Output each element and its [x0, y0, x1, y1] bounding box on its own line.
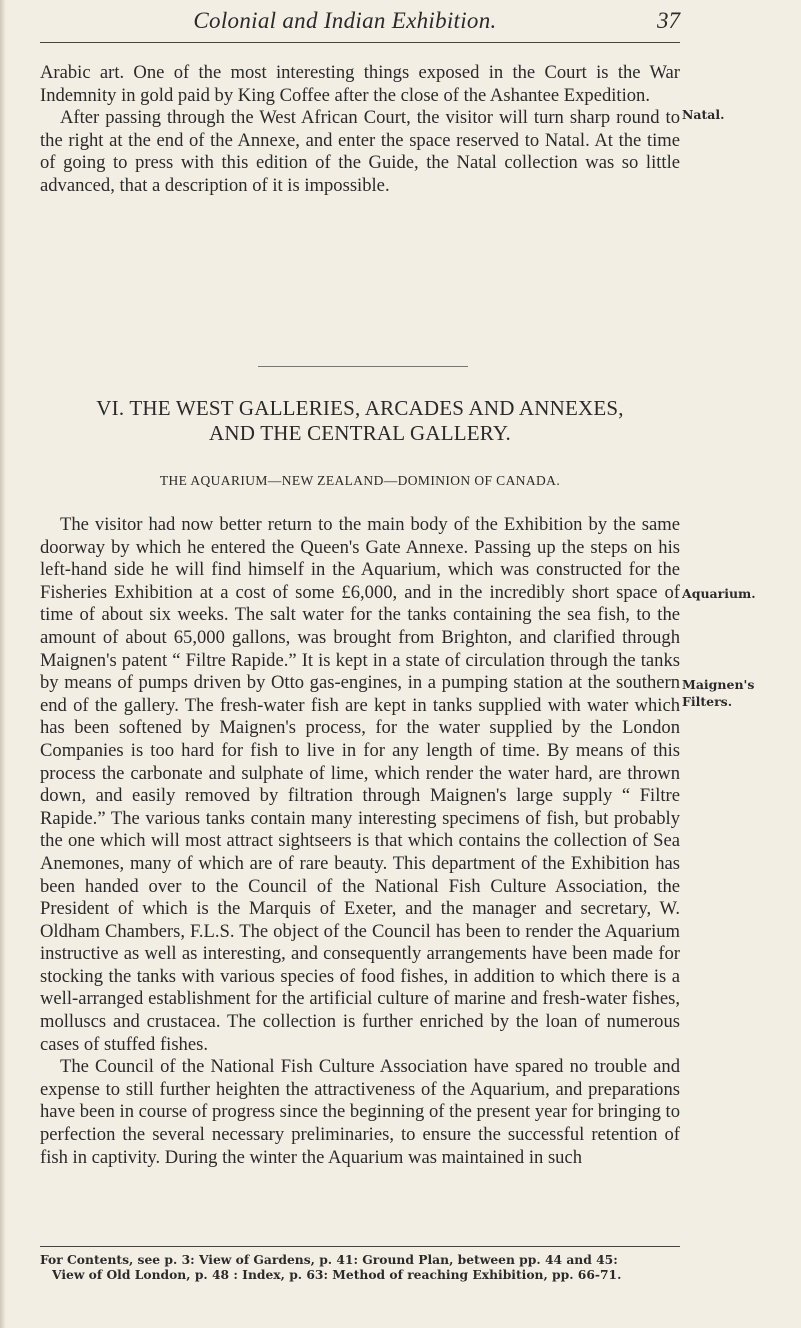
paragraph-2: After passing through the West African Court, the visitor will turn sharp round to the right at the end of the Annexe, and enter the space reserved to Natal. At the time of going to press with this edition of the Guide, the Natal collection was so little advanced, that a description of it is impossible.: [40, 107, 680, 196]
running-head: Colonial and Indian Exhibition.: [193, 8, 497, 33]
page-header: [40, 8, 680, 38]
section-heading: [40, 396, 680, 446]
section-heading-line-1: VI. THE WEST GALLERIES, ARCADES AND ANNEXES,: [96, 396, 624, 420]
footnote: [40, 1252, 700, 1282]
paragraph-4: The Council of the National Fish Culture Association have spared no trouble and expense to still further heighten the attractiveness of the Aquarium, and preparations have been in course of progress since the beginning of the present year for bringing to perfection the several necessary preliminaries, to ensure the successful retention of fish in captivity. During the winter the Aquarium was maintained in such: [40, 1056, 680, 1168]
page-gutter-shadow: [0, 0, 6, 1328]
margin-note-natal: Natal.: [682, 107, 725, 122]
section-subheading: THE AQUARIUM—NEW ZEALAND—DOMINION OF CANADA.: [159, 473, 561, 488]
section-heading-line-2: AND THE CENTRAL GALLERY.: [209, 421, 511, 445]
intro-text: [40, 62, 680, 198]
margin-note-filters-line-1: Maignen's: [682, 677, 755, 692]
header-rule: [40, 42, 680, 43]
footnote-rule: [40, 1246, 680, 1247]
main-text: [40, 514, 680, 1169]
margin-note-filters-line-2: Filters.: [682, 694, 733, 709]
paragraph-1: Arabic art. One of the most interesting things exposed in the Court is the War Indemnity in gold paid by King Coffee after the close of the Ashantee Expedition.: [40, 62, 680, 106]
page-number: 37: [657, 8, 680, 33]
margin-note-filters: [682, 676, 754, 710]
paragraph-3: The visitor had now better return to the main body of the Exhibition by the same doorway by which he entered the Queen's Gate Annexe. Passing up the steps on his left-hand side he will find himself in the Aquarium, which was constructed for the Fisheries Exhibition at a cost of some £6,000, and in the incredibly short space of time of about six weeks. The salt water for the tanks containing the sea fish, to the amount of about 65,000 gallons, was brought from Brighton, and clarified through Maignen's patent “ Filtre Rapide.” It is kept in a state of circulation through the tanks by means of pumps driven by Otto gas-engines, in a pumping station at the southern end of the gallery. The fresh-water fish are kept in tanks supplied with water which has been softened by Maignen's process, for the water supplied by the London Companies is too hard for fish to live in for any length of time. By means of this process the carbonate and sulphate of lime, which render the water hard, are thrown down, and easily removed by filtration through Maignen's large supply “ Filtre Rapide.” The various tanks contain many interesting specimens of fish, but probably the one which will most attract sightseers is that which contains the collection of Sea Anemones, many of which are of rare beauty. This department of the Exhibition has been handed over to the Council of the National Fish Culture Association, the President of which is the Marquis of Exeter, and the manager and secretary, W. Oldham Chambers, F.L.S. The object of the Council has been to render the Aquarium instructive as well as interesting, and consequently arrangements have been made for stocking the tanks with various species of food fishes, in addition to which there is a well-arranged establishment for the artificial culture of marine and fresh-water fishes, molluscs and crustacea. The collection is further enriched by the loan of numerous cases of stuffed fishes.: [40, 514, 680, 1055]
section-divider: [258, 366, 468, 367]
footnote-line-2: View of Old London, p. 48 : Index, p. 63: Method of reaching Exhibition, pp. 66-71.: [52, 1267, 622, 1282]
margin-note-aquarium: Aquarium.: [682, 586, 756, 601]
footnote-line-1: For Contents, see p. 3: View of Gardens, p. 41: Ground Plan, between pp. 44 and 45:: [40, 1252, 618, 1267]
